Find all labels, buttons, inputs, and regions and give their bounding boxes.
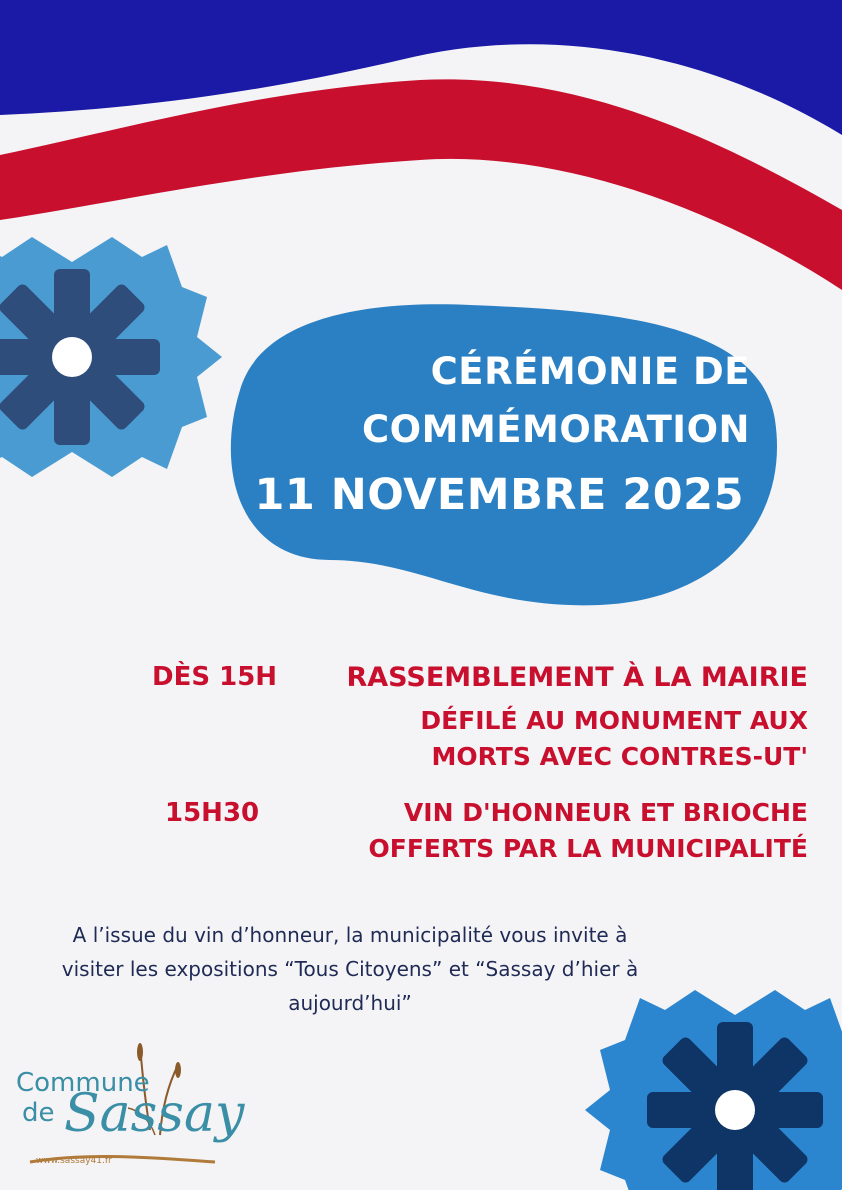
schedule-1-line-1: RASSEMBLEMENT À LA MAIRIE: [346, 662, 808, 693]
note-line-2: visiter les expositions “Tous Citoyens” et “Sassay d’hier à: [61, 957, 639, 981]
schedule-2-line-2: OFFERTS PAR LA MUNICIPALITÉ: [368, 834, 808, 863]
schedule-1-line-2: DÉFILÉ AU MONUMENT AUX: [420, 706, 808, 735]
logo-word-sassay: Sassay: [64, 1084, 245, 1144]
cornflower-icon-right: [585, 990, 842, 1190]
invitation-note: [40, 918, 660, 1020]
logo-word-de: de: [22, 1098, 55, 1128]
note-line-1: A l’issue du vin d’honneur, la municipalité vous invite à: [72, 923, 628, 947]
cornflower-icon-left: [0, 237, 222, 477]
title-line-1: CÉRÉMONIE DE: [430, 350, 750, 393]
commune-logo: [10, 1040, 245, 1180]
schedule-1-line-3: MORTS AVEC CONTRES-UT': [431, 742, 808, 771]
title-line-2: COMMÉMORATION: [362, 408, 750, 451]
schedule-2-line-1: VIN D'HONNEUR ET BRIOCHE: [403, 798, 808, 827]
schedule-time-2: 15H30: [165, 798, 260, 828]
logo-word-commune: Commune: [16, 1068, 150, 1098]
logo-url: www.sassay41.fr: [36, 1156, 112, 1166]
note-line-3: aujourd’hui”: [288, 991, 412, 1015]
title-date: 11 NOVEMBRE 2025: [254, 470, 744, 520]
schedule-time-1: DÈS 15H: [152, 662, 278, 692]
